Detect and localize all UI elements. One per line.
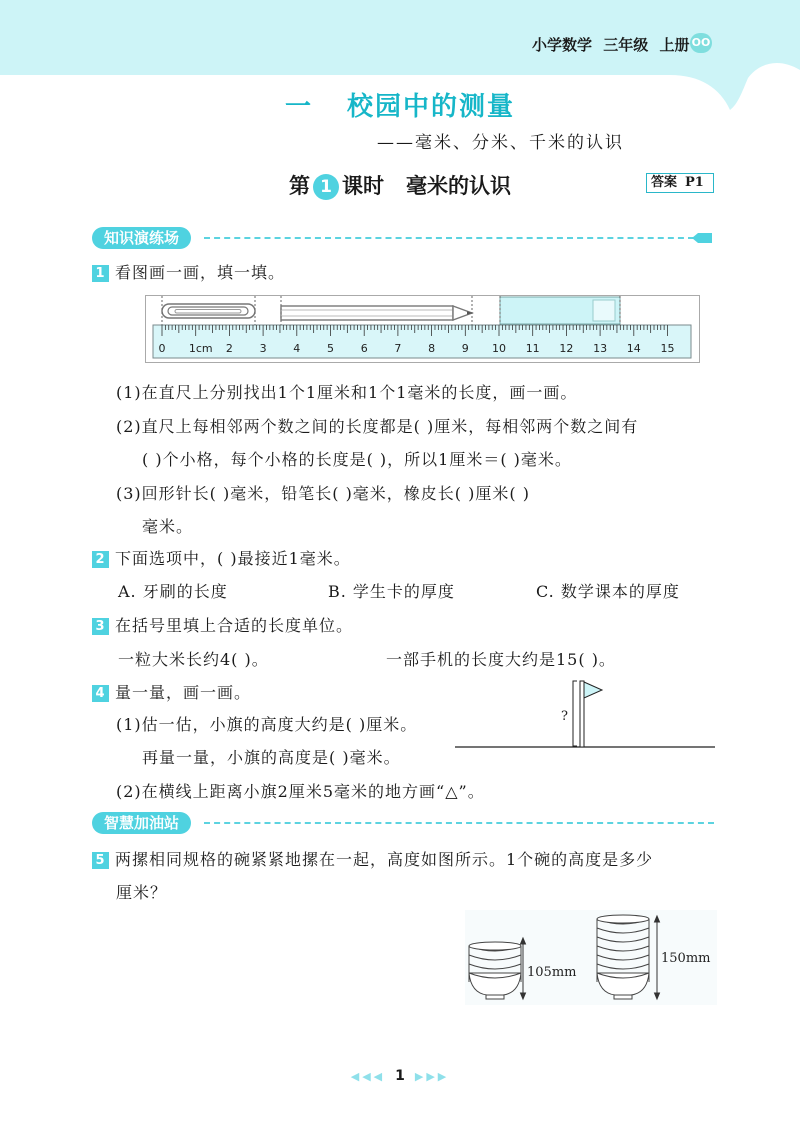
bowls-figure — [465, 910, 717, 1005]
q1-part2b: ( )个小格，每个小格的长度是( )，所以1厘米＝( )毫米。 — [142, 450, 572, 469]
header-subject: 小学数学 — [532, 36, 593, 54]
q4-part2: (2)在横线上距离小旗2厘米5毫米的地方画“△”。 — [116, 782, 485, 801]
ruler-label: 6 — [360, 342, 368, 355]
q4-part1a: (1)估一估，小旗的高度大约是( )厘米。 — [116, 715, 418, 734]
header-volume: 上册 — [659, 36, 690, 54]
q3-stem — [92, 613, 353, 636]
ruler-label: 13 — [593, 342, 608, 355]
q2-option-b: B. 学生卡的厚度 — [328, 582, 455, 601]
ruler-figure — [145, 295, 700, 363]
lesson-topic: 毫米的认识 — [406, 174, 511, 198]
q2-option-a: A. 牙刷的长度 — [118, 582, 228, 601]
q3-stem-text: 在括号里填上合适的长度单位。 — [115, 616, 354, 635]
q2-option-c: C. 数学课本的厚度 — [536, 582, 680, 601]
section-challenge-label: 智慧加油站 — [92, 812, 191, 834]
height-label-150: 150mm — [661, 951, 711, 966]
q1-stem — [92, 260, 285, 283]
ruler-label: 3 — [259, 342, 267, 355]
q1-number: 1 — [92, 265, 109, 282]
section-challenge — [92, 812, 714, 834]
q2-number: 2 — [92, 551, 109, 568]
bowl-top-rim — [597, 915, 649, 923]
unit-subtitle: ——毫米、分米、千米的认识 — [377, 133, 624, 153]
header-info — [532, 34, 690, 55]
q5-stem-a — [92, 847, 653, 870]
ruler-label: 14 — [626, 342, 641, 355]
ruler-unit-label: 1cm — [188, 342, 213, 355]
q4-stem — [92, 680, 251, 703]
q1-part2a: (2)直尺上每相邻两个数之间的长度都是( )厘米，每相邻两个数之间有 — [116, 417, 639, 436]
lesson-number: 1 — [313, 174, 339, 200]
q5-stem-text: 两摞相同规格的碗紧紧地摞在一起，高度如图所示。1个碗的高度是多少 — [115, 850, 654, 869]
q4-part1b: 再量一量，小旗的高度是( )毫米。 — [142, 748, 401, 767]
header-grade: 三年级 — [603, 36, 649, 54]
prev-arrows-icon: ◀◀◀ — [350, 1070, 386, 1083]
ruler-label: 5 — [327, 342, 334, 355]
q5-stem-b: 厘米？ — [116, 883, 168, 902]
ruler-label: 4 — [293, 342, 301, 355]
next-arrows-icon: ▶▶▶ — [414, 1070, 450, 1083]
section-practice — [92, 227, 714, 249]
pencil-icon — [692, 232, 714, 244]
bowl-foot — [614, 995, 632, 999]
q4-stem-text: 量一量，画一画。 — [115, 683, 252, 702]
q1-part3a: (3)回形针长( )毫米，铅笔长( )毫米，橡皮长( )厘米( ) — [116, 484, 530, 503]
pencil-image — [281, 306, 472, 320]
answer-label: 答案 — [647, 175, 681, 190]
height-label-105: 105mm — [527, 965, 577, 980]
ruler-label: 0 — [158, 342, 166, 355]
unit-title — [0, 86, 800, 123]
q5-number: 5 — [92, 852, 109, 869]
unit-number: 一 — [284, 92, 313, 122]
ruler-label: 11 — [525, 342, 540, 355]
q4-number: 4 — [92, 685, 109, 702]
page-number: 1 — [395, 1068, 405, 1084]
answer-page: P1 — [685, 175, 704, 190]
answer-reference[interactable] — [646, 173, 714, 193]
eraser-image — [500, 297, 620, 324]
section-divider — [204, 822, 714, 824]
section-divider — [204, 237, 694, 239]
ruler-label: 15 — [660, 342, 675, 355]
ruler-label: 9 — [461, 342, 469, 355]
header-badge: OO — [690, 33, 712, 53]
height-question-mark: ? — [561, 709, 568, 724]
q3-left: 一粒大米长约4( )。 — [118, 650, 269, 669]
q2-stem-text: 下面选项中，( )最接近1毫米。 — [115, 549, 351, 568]
flag-figure — [455, 676, 715, 752]
bowl-top-rim — [469, 942, 521, 950]
lesson-suffix: 课时 — [342, 174, 384, 198]
q2-stem — [92, 546, 351, 569]
q1-stem-text: 看图画一画，填一填。 — [115, 263, 286, 282]
ruler-label: 8 — [428, 342, 436, 355]
flag-pole — [580, 681, 584, 747]
bowl-foot — [486, 995, 504, 999]
ruler-label: 7 — [394, 342, 402, 355]
ruler-label: 12 — [559, 342, 574, 355]
q3-right: 一部手机的长度大约是15( )。 — [386, 650, 616, 669]
unit-name: 校园中的测量 — [347, 92, 516, 122]
q1-part3b: 毫米。 — [142, 517, 194, 536]
section-practice-label: 知识演练场 — [92, 227, 191, 249]
page-footer — [0, 1068, 800, 1084]
lesson-prefix: 第 — [289, 174, 310, 198]
q1-part1: (1)在直尺上分别找出1个1厘米和1个1毫米的长度，画一画。 — [116, 383, 578, 402]
q3-number: 3 — [92, 618, 109, 635]
ruler-label: 2 — [225, 342, 233, 355]
ruler-label: 10 — [492, 342, 506, 355]
